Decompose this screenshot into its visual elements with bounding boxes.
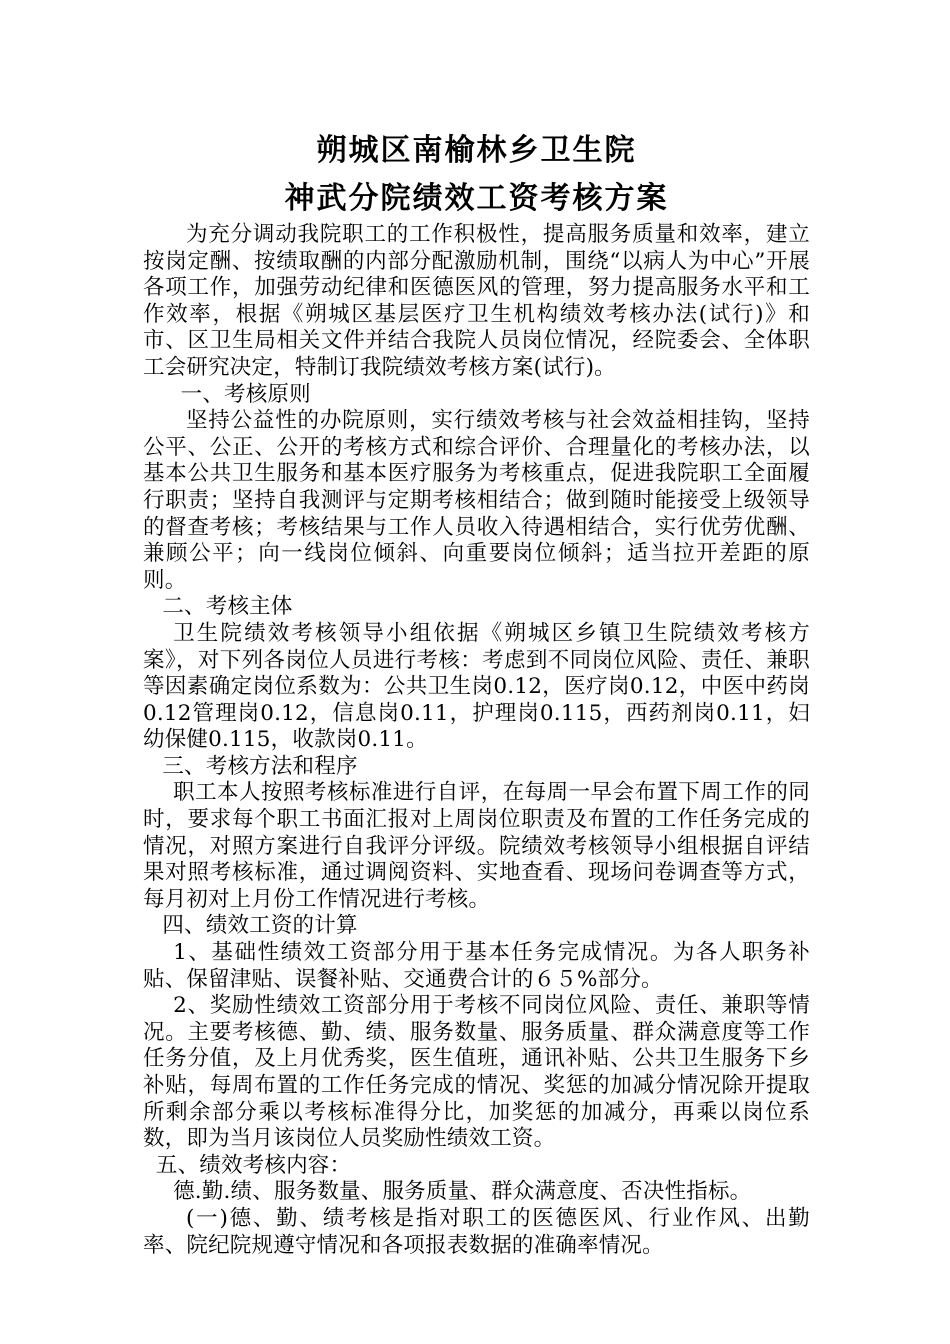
section5-paragraph: 德.勤.绩、服务数量、服务质量、群众满意度、否决性指标。: [173, 1179, 752, 1205]
section5-item1: (一)德、勤、绩考核是指对职工的医德医风、行业作风、出勤率、院纪院规遵守情况和各项报表数据的准确率情况。: [143, 1205, 810, 1258]
section3-paragraph: 职工本人按照考核标准进行自评，在每周一早会布置下周工作的同时，要求每个职工书面汇报对上周岗位职责及布置的工作任务完成的情况，对照方案进行自我评分评级。院绩效考核领导小组根据自评结果对照考核标准，通过调阅资料、实地查看、现场问卷调查等方式，每月初对上月份工作情况进行考核。: [143, 780, 810, 912]
document-title-line1: 朔城区南榆林乡卫生院: [316, 133, 637, 168]
section1-heading: 一、考核原则: [180, 381, 311, 407]
section4-item2: 2、奖励性绩效工资部分用于考核不同岗位风险、责任、兼职等情况。主要考核德、勤、绩、服务数量、服务质量、群众满意度等工作任务分值，及上月优秀奖，医生值班，通讯补贴、公共卫生服务下乡补贴，每周布置的工作任务完成的情况、奖惩的加减分情况除开提取所剩余部分乘以考核标准得分比，加奖惩的加减分，再乘以岗位系数，即为当月该岗位人员奖励性绩效工资。: [143, 993, 810, 1152]
section2-paragraph: 卫生院绩效考核领导小组依据《朔城区乡镇卫生院绩效考核方案》，对下列各岗位人员进行考核：考虑到不同岗位风险、责任、兼职等因素确定岗位系数为：公共卫生岗0.12，医疗岗0.12，中医中药岗0.12管理岗0.12，信息岗0.11，护理岗0.115，西药剂岗0.11，妇幼保健0.115，收款岗0.11。: [143, 620, 810, 753]
section4-item1: 1、基础性绩效工资部分用于基本任务完成情况。为各人职务补贴、保留津贴、误餐补贴、交通费合计的６５%部分。: [143, 940, 810, 992]
document-page: [143, 128, 810, 1259]
document-body: [143, 222, 810, 1259]
section3-heading: 三、考核方法和程序: [162, 753, 358, 779]
section4-heading: 四、绩效工资的计算: [162, 913, 358, 939]
section1-paragraph: 坚持公益性的办院原则，实行绩效考核与社会效益相挂钩，坚持公平、公正、公开的考核方式和综合评价、合理量化的考核办法，以基本公共卫生服务和基本医疗服务为考核重点，促进我院职工全面履行职责；坚持自我测评与定期考核相结合；做到随时能接受上级领导的督查考核；考核结果与工作人员收入待遇相结合，实行优劳优酬、兼顾公平；向一线岗位倾斜、向重要岗位倾斜；适当拉开差距的原则。: [143, 408, 810, 593]
section2-heading: 二、考核主体: [162, 594, 293, 620]
intro-paragraph: 为充分调动我院职工的工作积极性，提高服务质量和效率，建立按岗定酬、按绩取酬的内部分配激励机制，围绕“以病人为中心”开展各项工作，加强劳动纪律和医德医风的管理，努力提高服务水平和工作效率，根据《朔城区基层医疗卫生机构绩效考核办法(试行)》和市、区卫生局相关文件并结合我院人员岗位情况，经院委会、全体职工会研究决定，特制订我院绩效考核方案(试行)。: [143, 222, 810, 380]
document-title-line2: 神武分院绩效工资考核方案: [284, 181, 669, 216]
section5-heading: 五、绩效考核内容：: [155, 1152, 352, 1178]
